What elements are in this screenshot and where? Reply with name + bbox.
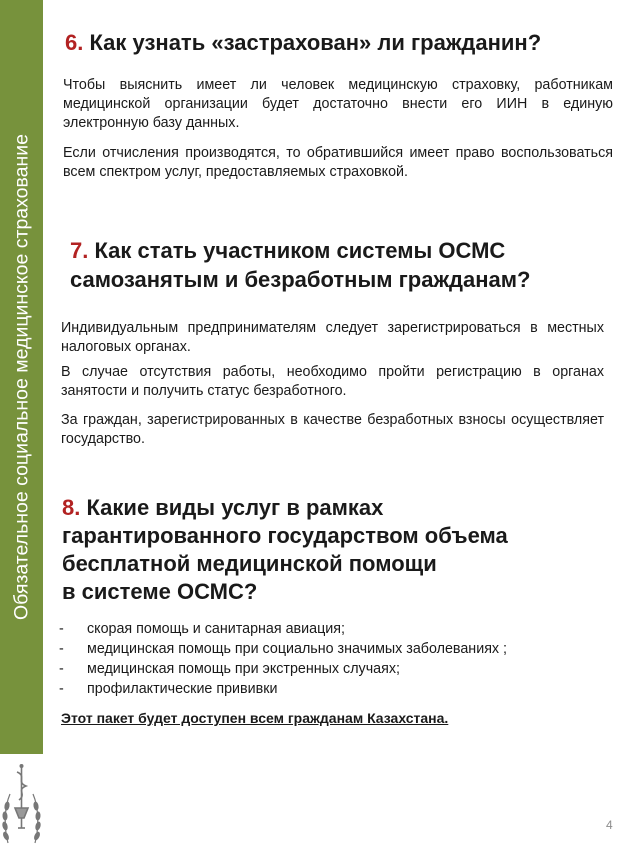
section-8-title-line-4: в системе ОСМС? xyxy=(62,579,258,604)
section-7-title-line-2: самозанятым и безработным гражданам? xyxy=(70,267,531,292)
services-list xyxy=(59,619,507,699)
list-dash: - xyxy=(59,681,64,697)
list-item-text: медицинская помощь при экстренных случаях; xyxy=(87,661,400,677)
availability-note: Этот пакет будет доступен всем гражданам Казахстана. xyxy=(61,710,449,726)
list-item-text: медицинская помощь при социально значимых заболеваниях ; xyxy=(87,641,508,657)
list-item xyxy=(59,659,507,679)
sidebar-band xyxy=(0,0,43,754)
section-8-title-line-3: бесплатной медицинской помощи xyxy=(62,551,437,576)
section-8-title-line-2: гарантированного государством объема xyxy=(62,523,508,548)
section-7-paragraph-1: Индивидуальным предпринимателям следует зарегистрироваться в местных налоговых органах. xyxy=(61,320,604,355)
section-6-paragraph-2: Если отчисления производятся, то обратившийся имеет право воспользоваться всем спектром услуг, предоставляемых страховкой. xyxy=(63,145,613,180)
section-8-number: 8. xyxy=(62,495,81,520)
section-6-paragraph-1: Чтобы выяснить имеет ли человек медицинскую страховку, работникам медицинской организации будет достаточно внести его ИИН в единую электронную базу данных. xyxy=(63,77,613,131)
section-6-number: 6. xyxy=(65,30,84,55)
section-7-title-line-1: Как стать участником системы ОСМС xyxy=(88,238,506,263)
list-item xyxy=(59,619,507,639)
section-7-paragraph-2: В случае отсутствия работы, необходимо пройти регистрацию в органах занятости и получить статус безработного. xyxy=(61,364,604,399)
page-number: 4 xyxy=(606,818,613,832)
list-item xyxy=(59,639,507,659)
medical-emblem-icon xyxy=(0,758,43,851)
section-8-title-line-1: Какие виды услуг в рамках xyxy=(80,495,384,520)
list-dash: - xyxy=(59,661,64,677)
list-item xyxy=(59,679,507,699)
section-6-title: Как узнать «застрахован» ли гражданин? xyxy=(83,30,542,55)
section-6-heading xyxy=(65,30,541,56)
list-item-text: скорая помощь и санитарная авиация; xyxy=(87,621,345,637)
list-dash: - xyxy=(59,641,64,657)
sidebar-title: Обязательное социальное медицинское страхование xyxy=(10,133,33,621)
section-7-heading xyxy=(70,236,531,294)
list-dash: - xyxy=(59,621,64,637)
section-7-number: 7. xyxy=(70,238,89,263)
list-item-text: профилактические прививки xyxy=(87,681,278,697)
section-8-heading xyxy=(62,494,508,606)
section-7-paragraph-3: За граждан, зарегистрированных в качестве безработных взносы осуществляет государство. xyxy=(61,412,604,447)
